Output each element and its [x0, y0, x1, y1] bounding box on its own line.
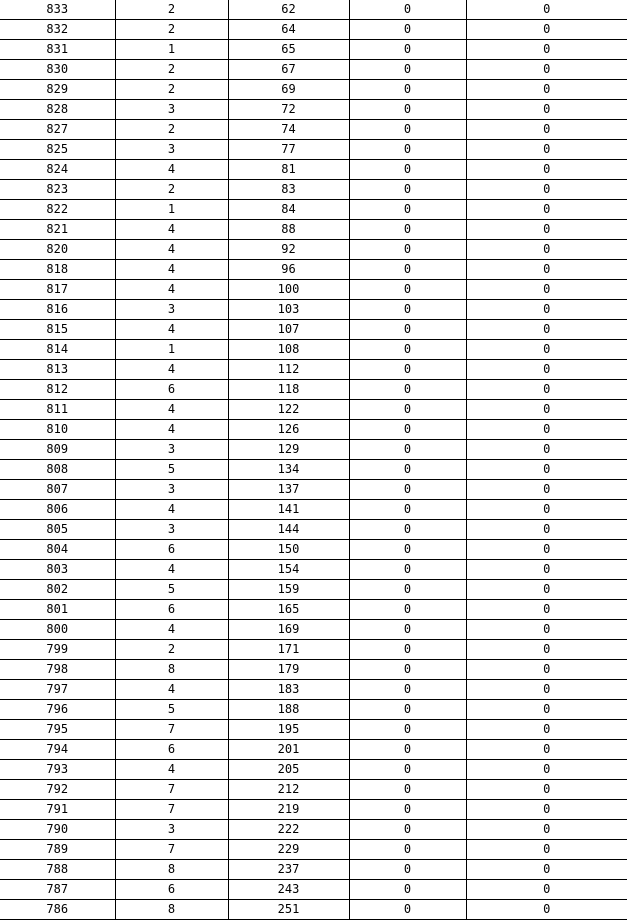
column-5-cell: 0	[466, 220, 627, 240]
column-5-cell: 0	[466, 720, 627, 740]
count-cell: 2	[115, 640, 228, 660]
table-row	[0, 520, 627, 540]
table-row	[0, 0, 627, 20]
score-cell: 824	[0, 160, 115, 180]
score-cell: 820	[0, 240, 115, 260]
score-cell: 791	[0, 800, 115, 820]
count-cell: 2	[115, 120, 228, 140]
score-cell: 832	[0, 20, 115, 40]
column-5-cell: 0	[466, 480, 627, 500]
count-cell: 3	[115, 520, 228, 540]
score-cell: 812	[0, 380, 115, 400]
score-cell: 801	[0, 600, 115, 620]
table-row	[0, 640, 627, 660]
table-row	[0, 880, 627, 900]
score-cell: 807	[0, 480, 115, 500]
count-cell: 3	[115, 820, 228, 840]
score-cell: 797	[0, 680, 115, 700]
score-cell: 815	[0, 320, 115, 340]
cumulative-cell: 201	[228, 740, 349, 760]
cumulative-cell: 195	[228, 720, 349, 740]
column-4-cell: 0	[349, 820, 466, 840]
score-cell: 827	[0, 120, 115, 140]
column-4-cell: 0	[349, 120, 466, 140]
table-row	[0, 380, 627, 400]
count-cell: 4	[115, 220, 228, 240]
score-cell: 831	[0, 40, 115, 60]
score-cell: 803	[0, 560, 115, 580]
table-row	[0, 200, 627, 220]
count-cell: 5	[115, 700, 228, 720]
count-cell: 8	[115, 660, 228, 680]
cumulative-cell: 103	[228, 300, 349, 320]
score-cell: 799	[0, 640, 115, 660]
score-cell: 787	[0, 880, 115, 900]
column-4-cell: 0	[349, 100, 466, 120]
column-4-cell: 0	[349, 40, 466, 60]
column-4-cell: 0	[349, 680, 466, 700]
table-row	[0, 240, 627, 260]
table-row	[0, 340, 627, 360]
table-row	[0, 800, 627, 820]
table-row	[0, 320, 627, 340]
column-4-cell: 0	[349, 560, 466, 580]
count-cell: 6	[115, 380, 228, 400]
score-cell: 789	[0, 840, 115, 860]
column-5-cell: 0	[466, 0, 627, 20]
column-4-cell: 0	[349, 700, 466, 720]
column-4-cell: 0	[349, 520, 466, 540]
cumulative-cell: 183	[228, 680, 349, 700]
column-5-cell: 0	[466, 120, 627, 140]
count-cell: 6	[115, 880, 228, 900]
column-4-cell: 0	[349, 140, 466, 160]
column-5-cell: 0	[466, 180, 627, 200]
score-cell: 823	[0, 180, 115, 200]
count-cell: 4	[115, 360, 228, 380]
count-cell: 5	[115, 580, 228, 600]
count-cell: 4	[115, 560, 228, 580]
column-5-cell: 0	[466, 460, 627, 480]
score-cell: 802	[0, 580, 115, 600]
cumulative-cell: 188	[228, 700, 349, 720]
column-4-cell: 0	[349, 540, 466, 560]
column-4-cell: 0	[349, 480, 466, 500]
cumulative-cell: 219	[228, 800, 349, 820]
count-cell: 7	[115, 840, 228, 860]
table-row	[0, 780, 627, 800]
table-row	[0, 360, 627, 380]
column-5-cell: 0	[466, 140, 627, 160]
column-5-cell: 0	[466, 760, 627, 780]
count-cell: 1	[115, 340, 228, 360]
score-cell: 814	[0, 340, 115, 360]
count-cell: 6	[115, 600, 228, 620]
column-4-cell: 0	[349, 840, 466, 860]
table-row	[0, 180, 627, 200]
table-row	[0, 500, 627, 520]
count-cell: 1	[115, 200, 228, 220]
cumulative-cell: 69	[228, 80, 349, 100]
count-cell: 2	[115, 180, 228, 200]
cumulative-cell: 129	[228, 440, 349, 460]
cumulative-cell: 122	[228, 400, 349, 420]
cumulative-cell: 108	[228, 340, 349, 360]
score-cell: 833	[0, 0, 115, 20]
count-cell: 8	[115, 860, 228, 880]
column-5-cell: 0	[466, 620, 627, 640]
cumulative-cell: 141	[228, 500, 349, 520]
count-cell: 4	[115, 320, 228, 340]
count-cell: 7	[115, 720, 228, 740]
table-row	[0, 160, 627, 180]
column-4-cell: 0	[349, 240, 466, 260]
cumulative-cell: 229	[228, 840, 349, 860]
cumulative-cell: 134	[228, 460, 349, 480]
table-row	[0, 480, 627, 500]
column-4-cell: 0	[349, 880, 466, 900]
column-4-cell: 0	[349, 440, 466, 460]
table-row	[0, 300, 627, 320]
score-cell: 798	[0, 660, 115, 680]
column-5-cell: 0	[466, 320, 627, 340]
table-row	[0, 900, 627, 920]
column-5-cell: 0	[466, 780, 627, 800]
score-cell: 808	[0, 460, 115, 480]
table-row	[0, 540, 627, 560]
count-cell: 4	[115, 620, 228, 640]
column-5-cell: 0	[466, 740, 627, 760]
count-cell: 5	[115, 460, 228, 480]
cumulative-cell: 212	[228, 780, 349, 800]
cumulative-cell: 77	[228, 140, 349, 160]
column-5-cell: 0	[466, 300, 627, 320]
column-4-cell: 0	[349, 320, 466, 340]
table-row	[0, 560, 627, 580]
cumulative-cell: 150	[228, 540, 349, 560]
score-cell: 818	[0, 260, 115, 280]
count-cell: 2	[115, 80, 228, 100]
column-5-cell: 0	[466, 20, 627, 40]
cumulative-cell: 72	[228, 100, 349, 120]
column-4-cell: 0	[349, 360, 466, 380]
table-row	[0, 680, 627, 700]
table-row	[0, 700, 627, 720]
table-row	[0, 660, 627, 680]
cumulative-cell: 107	[228, 320, 349, 340]
cumulative-cell: 159	[228, 580, 349, 600]
column-5-cell: 0	[466, 360, 627, 380]
cumulative-cell: 169	[228, 620, 349, 640]
score-cell: 816	[0, 300, 115, 320]
table-row	[0, 400, 627, 420]
score-cell: 822	[0, 200, 115, 220]
count-cell: 4	[115, 680, 228, 700]
cumulative-cell: 112	[228, 360, 349, 380]
score-cell: 821	[0, 220, 115, 240]
cumulative-cell: 92	[228, 240, 349, 260]
column-5-cell: 0	[466, 100, 627, 120]
column-4-cell: 0	[349, 160, 466, 180]
cumulative-cell: 62	[228, 0, 349, 20]
table-row	[0, 420, 627, 440]
score-cell: 796	[0, 700, 115, 720]
column-5-cell: 0	[466, 900, 627, 920]
count-cell: 3	[115, 140, 228, 160]
table-row	[0, 620, 627, 640]
table-row	[0, 120, 627, 140]
count-cell: 4	[115, 400, 228, 420]
cumulative-cell: 243	[228, 880, 349, 900]
column-5-cell: 0	[466, 820, 627, 840]
cumulative-cell: 154	[228, 560, 349, 580]
table-row	[0, 220, 627, 240]
column-4-cell: 0	[349, 720, 466, 740]
column-4-cell: 0	[349, 800, 466, 820]
cumulative-cell: 100	[228, 280, 349, 300]
cumulative-cell: 251	[228, 900, 349, 920]
column-5-cell: 0	[466, 680, 627, 700]
score-cell: 800	[0, 620, 115, 640]
cumulative-cell: 88	[228, 220, 349, 240]
cumulative-cell: 67	[228, 60, 349, 80]
count-cell: 4	[115, 420, 228, 440]
column-5-cell: 0	[466, 380, 627, 400]
cumulative-cell: 64	[228, 20, 349, 40]
score-cell: 790	[0, 820, 115, 840]
column-5-cell: 0	[466, 560, 627, 580]
column-4-cell: 0	[349, 620, 466, 640]
cumulative-cell: 165	[228, 600, 349, 620]
column-4-cell: 0	[349, 340, 466, 360]
score-cell: 810	[0, 420, 115, 440]
score-cell: 792	[0, 780, 115, 800]
column-5-cell: 0	[466, 280, 627, 300]
table-row	[0, 720, 627, 740]
column-4-cell: 0	[349, 180, 466, 200]
score-cell: 806	[0, 500, 115, 520]
cumulative-cell: 171	[228, 640, 349, 660]
score-cell: 804	[0, 540, 115, 560]
count-cell: 2	[115, 60, 228, 80]
column-4-cell: 0	[349, 740, 466, 760]
table-row	[0, 600, 627, 620]
column-5-cell: 0	[466, 540, 627, 560]
count-cell: 8	[115, 900, 228, 920]
score-cell: 817	[0, 280, 115, 300]
column-4-cell: 0	[349, 600, 466, 620]
table-row	[0, 60, 627, 80]
cumulative-cell: 118	[228, 380, 349, 400]
table-row	[0, 460, 627, 480]
column-5-cell: 0	[466, 600, 627, 620]
table-row	[0, 80, 627, 100]
table-row	[0, 840, 627, 860]
table-row	[0, 280, 627, 300]
column-5-cell: 0	[466, 400, 627, 420]
score-cell: 794	[0, 740, 115, 760]
column-4-cell: 0	[349, 380, 466, 400]
column-4-cell: 0	[349, 500, 466, 520]
table-row	[0, 860, 627, 880]
cumulative-cell: 237	[228, 860, 349, 880]
column-4-cell: 0	[349, 300, 466, 320]
column-4-cell: 0	[349, 580, 466, 600]
column-4-cell: 0	[349, 20, 466, 40]
table-row	[0, 580, 627, 600]
count-cell: 4	[115, 160, 228, 180]
column-4-cell: 0	[349, 60, 466, 80]
count-cell: 3	[115, 300, 228, 320]
column-5-cell: 0	[466, 420, 627, 440]
table-row	[0, 440, 627, 460]
cumulative-cell: 126	[228, 420, 349, 440]
column-4-cell: 0	[349, 400, 466, 420]
table-row	[0, 20, 627, 40]
column-4-cell: 0	[349, 80, 466, 100]
column-5-cell: 0	[466, 340, 627, 360]
column-5-cell: 0	[466, 520, 627, 540]
count-cell: 3	[115, 440, 228, 460]
count-cell: 4	[115, 500, 228, 520]
column-4-cell: 0	[349, 200, 466, 220]
score-cell: 788	[0, 860, 115, 880]
column-5-cell: 0	[466, 840, 627, 860]
column-5-cell: 0	[466, 860, 627, 880]
score-cell: 805	[0, 520, 115, 540]
table-row	[0, 140, 627, 160]
column-4-cell: 0	[349, 780, 466, 800]
count-cell: 6	[115, 540, 228, 560]
column-4-cell: 0	[349, 220, 466, 240]
score-cell: 793	[0, 760, 115, 780]
column-5-cell: 0	[466, 640, 627, 660]
cumulative-cell: 84	[228, 200, 349, 220]
column-5-cell: 0	[466, 440, 627, 460]
column-4-cell: 0	[349, 460, 466, 480]
count-cell: 7	[115, 800, 228, 820]
count-cell: 2	[115, 0, 228, 20]
score-cell: 811	[0, 400, 115, 420]
column-4-cell: 0	[349, 900, 466, 920]
count-cell: 2	[115, 20, 228, 40]
column-4-cell: 0	[349, 760, 466, 780]
column-4-cell: 0	[349, 280, 466, 300]
score-cell: 813	[0, 360, 115, 380]
cumulative-cell: 144	[228, 520, 349, 540]
count-cell: 1	[115, 40, 228, 60]
table-row	[0, 760, 627, 780]
column-5-cell: 0	[466, 60, 627, 80]
count-cell: 3	[115, 480, 228, 500]
cumulative-cell: 179	[228, 660, 349, 680]
score-cell: 795	[0, 720, 115, 740]
count-cell: 6	[115, 740, 228, 760]
score-cell: 830	[0, 60, 115, 80]
cumulative-cell: 83	[228, 180, 349, 200]
cumulative-cell: 96	[228, 260, 349, 280]
count-cell: 7	[115, 780, 228, 800]
count-cell: 4	[115, 760, 228, 780]
count-cell: 4	[115, 260, 228, 280]
column-4-cell: 0	[349, 640, 466, 660]
table-row	[0, 100, 627, 120]
column-5-cell: 0	[466, 40, 627, 60]
column-5-cell: 0	[466, 700, 627, 720]
column-5-cell: 0	[466, 160, 627, 180]
count-cell: 4	[115, 280, 228, 300]
count-cell: 3	[115, 100, 228, 120]
cumulative-cell: 74	[228, 120, 349, 140]
score-cell: 809	[0, 440, 115, 460]
cumulative-cell: 222	[228, 820, 349, 840]
score-cell: 825	[0, 140, 115, 160]
cumulative-cell: 81	[228, 160, 349, 180]
table-row	[0, 740, 627, 760]
table-row	[0, 820, 627, 840]
column-4-cell: 0	[349, 260, 466, 280]
cumulative-cell: 137	[228, 480, 349, 500]
column-5-cell: 0	[466, 880, 627, 900]
cumulative-cell: 205	[228, 760, 349, 780]
column-5-cell: 0	[466, 580, 627, 600]
column-4-cell: 0	[349, 420, 466, 440]
cumulative-cell: 65	[228, 40, 349, 60]
column-4-cell: 0	[349, 860, 466, 880]
column-5-cell: 0	[466, 660, 627, 680]
table-row	[0, 260, 627, 280]
column-5-cell: 0	[466, 800, 627, 820]
score-cell: 829	[0, 80, 115, 100]
column-5-cell: 0	[466, 500, 627, 520]
score-cell: 786	[0, 900, 115, 920]
score-cell: 828	[0, 100, 115, 120]
count-cell: 4	[115, 240, 228, 260]
column-5-cell: 0	[466, 260, 627, 280]
column-5-cell: 0	[466, 200, 627, 220]
column-4-cell: 0	[349, 660, 466, 680]
table-row	[0, 40, 627, 60]
column-4-cell: 0	[349, 0, 466, 20]
column-5-cell: 0	[466, 80, 627, 100]
column-5-cell: 0	[466, 240, 627, 260]
